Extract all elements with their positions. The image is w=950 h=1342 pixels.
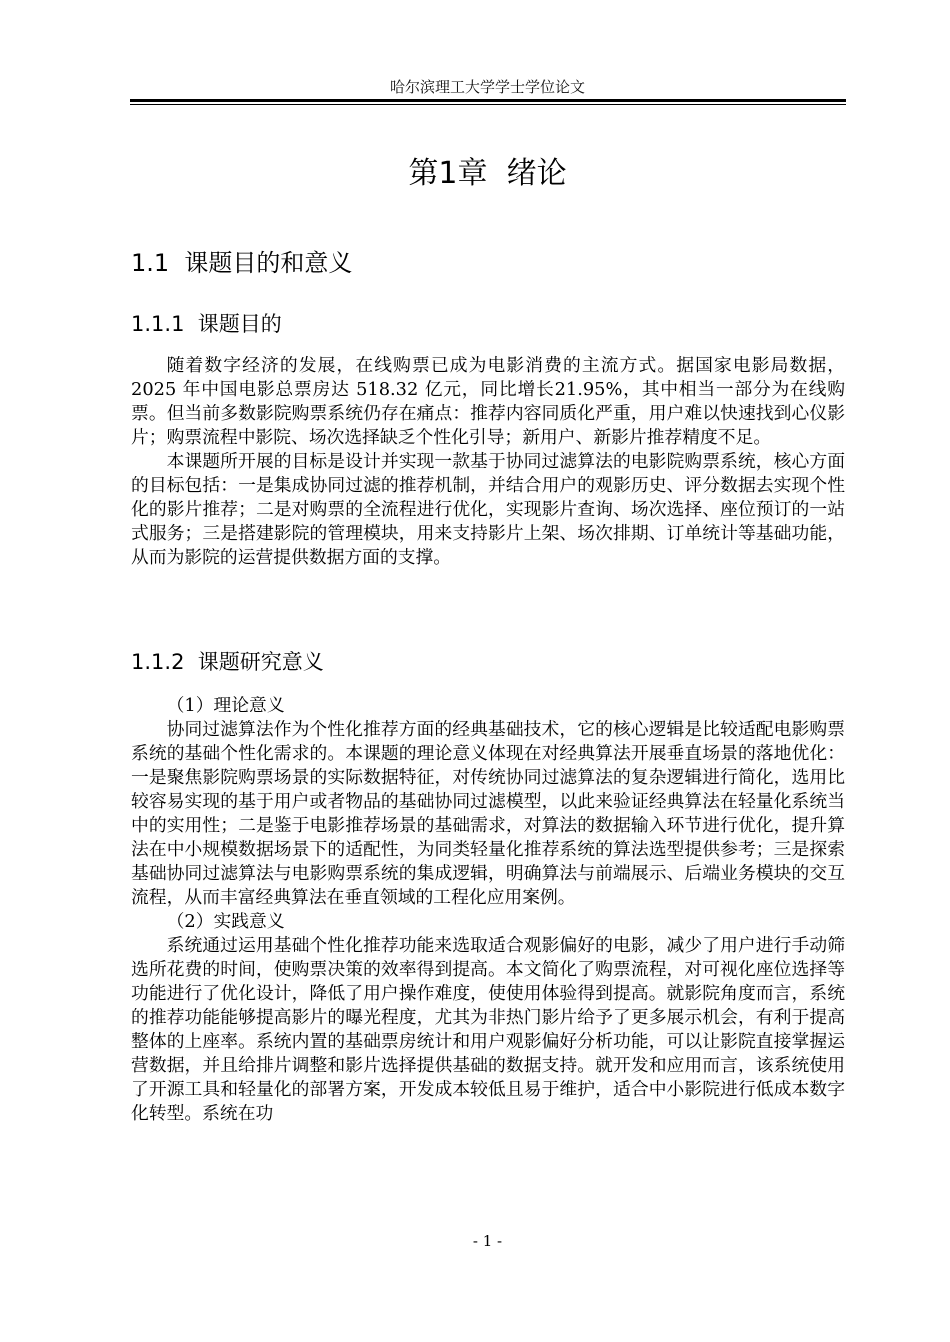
purpose-paragraph-1: 随着数字经济的发展，在线购票已成为电影消费的主流方式。据国家电影局数据，2025 年中国电影总票房达 518.32 亿元，同比增长21.95%，其中相当一部分为在线购票。但当前多数影院购票系统仍存在痛点：推荐内容同质化严重，用户难以快速找到心仪影片；购票流程中影院、场次选择缺乏个性化引导；新用户、新影片推荐精度不足。 [131,355,845,448]
practice-paragraph: 系统通过运用基础个性化推荐功能来选取适合观影偏好的电影，减少了用户进行手动筛选所花费的时间，使购票决策的效率得到提高。本文简化了购票流程，对可视化座位选择等功能进行了优化设计，降低了用户操作难度，使使用体验得到提高。就影院角度而言，系统的推荐功能能够提高影片的曝光程度，尤其为非热门影片给予了更多展示机会，有利于提高整体的上座率。系统内置的基础票房统计和用户观影偏好分析功能，可以让影院直接掌握运营数据，并且给排片调整和影片选择提供基础的数据支持。就开发和应用而言，该系统使用了开源工具和轻量化的部署方案，开发成本较低且易于维护，适合中小影院进行低成本数字化转型。系统在功 [131,935,845,1124]
subsection-title-significance: 1.1.2 课题研究意义 [131,650,324,674]
section-title: 1.1 课题目的和意义 [131,249,353,277]
chapter-title: 第1章 绪论 [408,156,567,191]
significance-body [131,694,845,1126]
header-rule-thin [130,104,846,105]
purpose-body [131,354,845,570]
purpose-paragraph-2: 本课题所开展的目标是设计并实现一款基于协同过滤算法的电影院购票系统，核心方面的目标包括：一是集成协同过滤的推荐机制，并结合用户的观影历史、评分数据去实现个性化的影片推荐；二是对购票的全流程进行优化，实现影片查询、场次选择、座位预订的一站式服务；三是搭建影院的管理模块，用来支持影片上架、场次排期、订单统计等基础功能，从而为影院的运营提供数据方面的支撑。 [131,451,845,568]
header-rule-thick [130,99,846,102]
page-number: - 1 - [472,1232,503,1250]
subsection-title-purpose: 1.1.1 课题目的 [131,312,282,336]
theory-paragraph: 协同过滤算法作为个性化推荐方面的经典基础技术，它的核心逻辑是比较适配电影购票系统的基础个性化需求的。本课题的理论意义体现在对经典算法开展垂直场景的落地优化：一是聚焦影院购票场景的实际数据特征，对传统协同过滤算法的复杂逻辑进行简化，选用比较容易实现的基于用户或者物品的基础协同过滤模型，以此来验证经典算法在轻量化系统当中的实用性；二是鉴于电影推荐场景的基础需求，对算法的数据输入环节进行优化，提升算法在中小规模数据场景下的适配性，为同类轻量化推荐系统的算法选型提供参考；三是探索基础协同过滤算法与电影购票系统的集成逻辑，明确算法与前端展示、后端业务模块的交互流程，从而丰富经典算法在垂直领域的工程化应用案例。 [131,719,845,908]
running-header: 哈尔滨理工大学学士学位论文 [389,78,585,96]
practice-label: （2）实践意义 [166,911,285,932]
theory-label: （1）理论意义 [166,695,285,716]
